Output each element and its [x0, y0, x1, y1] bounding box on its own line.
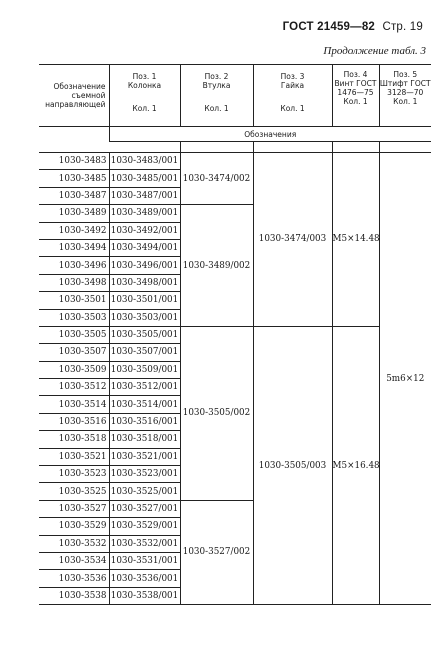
standard-title: ГОСТ 21459—82	[282, 21, 376, 33]
header-col-3	[253, 65, 332, 127]
header-part-name: Штифт ГОСТ 3128—70	[379, 79, 431, 97]
row-column-part: 1030-3496/001	[109, 257, 180, 274]
header-part-name: Колонка	[127, 81, 162, 90]
vint-cell: M5×16.48	[332, 326, 379, 604]
row-code: 1030-3505	[39, 326, 109, 343]
row-code: 1030-3487	[39, 187, 109, 204]
row-column-part: 1030-3505/001	[109, 326, 180, 343]
row-code: 1030-3509	[39, 361, 109, 378]
row-code: 1030-3512	[39, 379, 109, 396]
table-header-row	[39, 65, 431, 127]
row-code: 1030-3532	[39, 535, 109, 552]
row-code: 1030-3521	[39, 448, 109, 465]
row-column-part: 1030-3525/001	[109, 483, 180, 500]
row-column-part: 1030-3498/001	[109, 274, 180, 291]
header-qty: Кол. 1	[132, 104, 157, 113]
row-code: 1030-3503	[39, 309, 109, 326]
gaika-cell: 1030-3474/003	[253, 153, 332, 327]
row-code: 1030-3529	[39, 518, 109, 535]
header-part-name: Гайка	[280, 81, 305, 90]
row-code: 1030-3527	[39, 500, 109, 517]
row-column-part: 1030-3501/001	[109, 292, 180, 309]
row-code: 1030-3525	[39, 483, 109, 500]
row-code: 1030-3501	[39, 292, 109, 309]
table-row	[39, 153, 431, 170]
vint-cell: M5×14.48	[332, 153, 379, 327]
row-column-part: 1030-3512/001	[109, 379, 180, 396]
row-column-part: 1030-3489/001	[109, 205, 180, 222]
row-column-part: 1030-3509/001	[109, 361, 180, 378]
table-row	[39, 326, 431, 343]
row-code: 1030-3492	[39, 222, 109, 239]
header-col-5	[379, 65, 431, 127]
header-part-name: Втулка	[202, 81, 231, 90]
row-column-part: 1030-3531/001	[109, 552, 180, 569]
row-column-part: 1030-3483/001	[109, 153, 180, 170]
row-column-part: 1030-3527/001	[109, 500, 180, 517]
row-column-part: 1030-3538/001	[109, 587, 180, 604]
row-column-part: 1030-3485/001	[109, 170, 180, 187]
header-pos: Поз. 3	[280, 72, 305, 81]
header-qty: Кол. 1	[343, 97, 368, 106]
row-code: 1030-3536	[39, 570, 109, 587]
row-code: 1030-3496	[39, 257, 109, 274]
row-column-part: 1030-3521/001	[109, 448, 180, 465]
row-code: 1030-3485	[39, 170, 109, 187]
shtift-cell: 5m6×12	[379, 153, 431, 605]
continuation-caption: Продолжение табл. 3	[323, 45, 426, 57]
row-column-part: 1030-3523/001	[109, 466, 180, 483]
row-column-part: 1030-3516/001	[109, 413, 180, 430]
row-code: 1030-3514	[39, 396, 109, 413]
row-code: 1030-3523	[39, 466, 109, 483]
header-qty: Кол. 1	[280, 104, 305, 113]
row-code: 1030-3494	[39, 239, 109, 256]
header-qty: Кол. 1	[204, 104, 229, 113]
header-pos: Поз. 5	[393, 70, 418, 79]
row-column-part: 1030-3518/001	[109, 431, 180, 448]
page-header	[283, 21, 423, 33]
row-column-part: 1030-3487/001	[109, 187, 180, 204]
vtulka-cell: 1030-3474/002	[180, 153, 253, 205]
parts-table	[39, 64, 431, 605]
row-column-part: 1030-3492/001	[109, 222, 180, 239]
header-pos: Поз. 4	[343, 70, 368, 79]
row-column-part: 1030-3503/001	[109, 309, 180, 326]
row-code: 1030-3518	[39, 431, 109, 448]
row-code: 1030-3516	[39, 413, 109, 430]
row-code: 1030-3534	[39, 552, 109, 569]
header-col-1	[109, 65, 180, 127]
row-code: 1030-3489	[39, 205, 109, 222]
row-code: 1030-3538	[39, 587, 109, 604]
row-column-part: 1030-3529/001	[109, 518, 180, 535]
header-col-4	[332, 65, 379, 127]
header-col-2	[180, 65, 253, 127]
page-number: Стр. 19	[382, 21, 423, 33]
subheader-row	[39, 127, 431, 142]
header-pos: Поз. 1	[132, 72, 157, 81]
row-code: 1030-3483	[39, 153, 109, 170]
row-column-part: 1030-3514/001	[109, 396, 180, 413]
row-code: 1030-3507	[39, 344, 109, 361]
row-column-part: 1030-3536/001	[109, 570, 180, 587]
vtulka-cell: 1030-3505/002	[180, 326, 253, 500]
gaika-cell: 1030-3505/003	[253, 326, 332, 604]
header-designation: Обозначение съемной направляющей	[39, 65, 109, 127]
header-pos: Поз. 2	[204, 72, 229, 81]
subheader-label: Обозначения	[109, 127, 431, 142]
row-column-part: 1030-3494/001	[109, 239, 180, 256]
vtulka-cell: 1030-3489/002	[180, 205, 253, 327]
vtulka-cell: 1030-3527/002	[180, 500, 253, 604]
row-column-part: 1030-3507/001	[109, 344, 180, 361]
header-qty: Кол. 1	[393, 97, 418, 106]
row-column-part: 1030-3532/001	[109, 535, 180, 552]
row-code: 1030-3498	[39, 274, 109, 291]
header-part-name: Винт ГОСТ 1476—75	[334, 79, 377, 97]
